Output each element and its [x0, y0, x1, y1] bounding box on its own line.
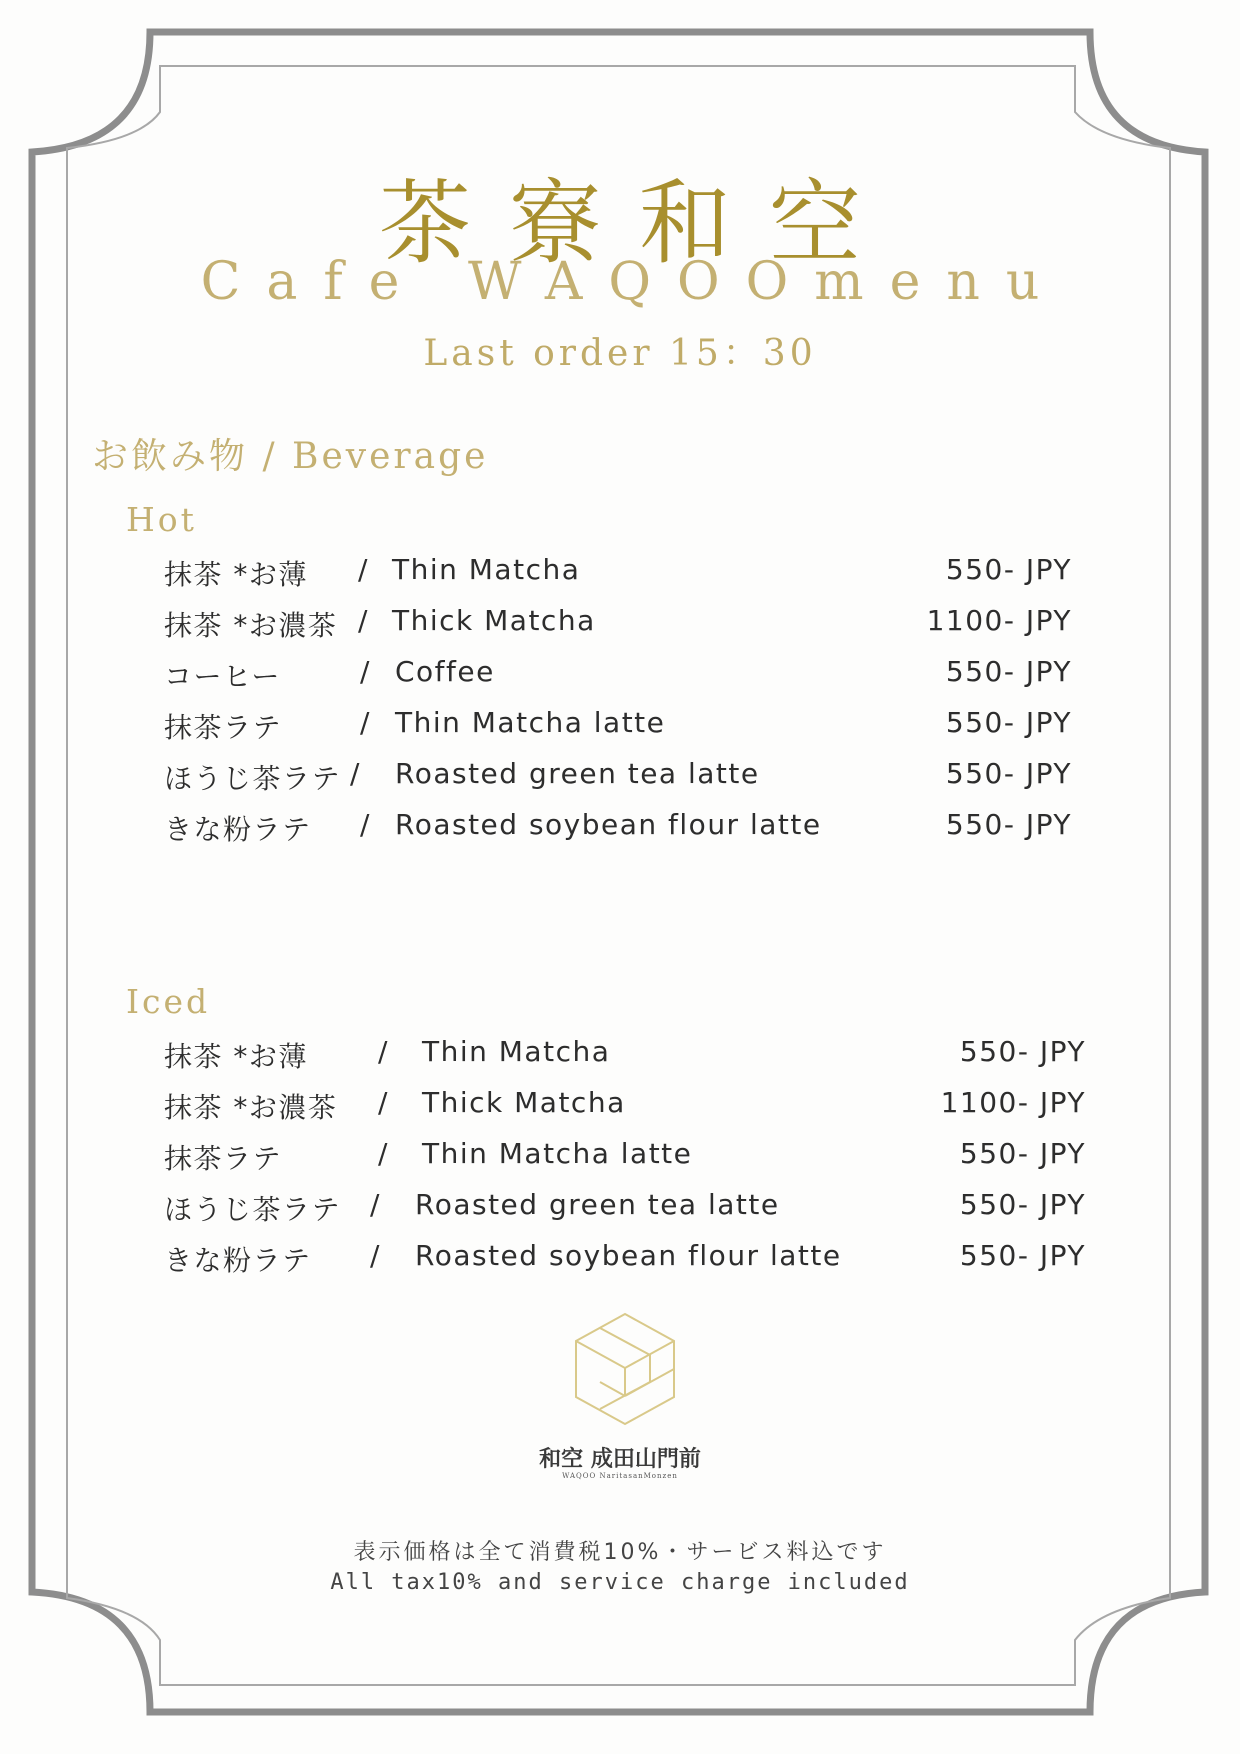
- item-en-name: Roasted soybean flour latte: [415, 1239, 842, 1272]
- item-en-name: Roasted green tea latte: [395, 757, 760, 790]
- item-en-name: Thin Matcha latte: [422, 1137, 693, 1170]
- menu-item-row: [0, 698, 1240, 748]
- menu-item-row: [0, 1129, 1240, 1179]
- tax-note-english: All tax10% and service charge included: [330, 1570, 910, 1595]
- cafe-title-english: Cafe WAQOOmenu: [200, 252, 1066, 312]
- item-separator: /: [360, 706, 371, 739]
- menu-item-row: [0, 1078, 1240, 1128]
- item-en-name: Thick Matcha: [422, 1086, 626, 1119]
- menu-item-row: [0, 596, 1240, 646]
- item-price: 550- JPY: [945, 808, 1072, 841]
- brand-name-japanese: 和空 成田山門前: [539, 1446, 701, 1472]
- cafe-title-japanese: 茶寮和空: [378, 170, 899, 277]
- last-order-time: Last order 15：30: [423, 333, 817, 374]
- item-separator: /: [360, 655, 371, 688]
- item-price: 550- JPY: [945, 757, 1072, 790]
- item-jp-name: きな粉ラテ: [164, 1244, 312, 1277]
- item-separator: /: [358, 553, 369, 586]
- menu-item-row: [0, 800, 1240, 850]
- item-jp-name: 抹茶ラテ: [164, 1142, 283, 1175]
- item-en-name: Thin Matcha: [422, 1035, 611, 1068]
- item-price: 1100- JPY: [940, 1086, 1086, 1119]
- menu-item-row: [0, 545, 1240, 595]
- item-separator: /: [378, 1086, 389, 1119]
- item-jp-name: 抹茶ラテ: [164, 711, 283, 744]
- item-price: 550- JPY: [959, 1188, 1086, 1221]
- item-price: 550- JPY: [945, 706, 1072, 739]
- item-separator: /: [370, 1239, 381, 1272]
- item-jp-name: 抹茶 *お濃茶: [164, 609, 338, 642]
- hexagon-logo-icon: [570, 1310, 680, 1428]
- item-price: 1100- JPY: [926, 604, 1072, 637]
- brand-name-english: WAQOO NaritasanMonzen: [562, 1472, 678, 1480]
- item-en-name: Thin Matcha: [392, 553, 581, 586]
- item-jp-name: ほうじ茶ラテ: [164, 762, 342, 795]
- item-separator: /: [378, 1137, 389, 1170]
- item-jp-name: ほうじ茶ラテ: [164, 1193, 342, 1226]
- menu-item-row: [0, 1027, 1240, 1077]
- hot-subtitle: Hot: [126, 500, 197, 539]
- iced-subtitle: Iced: [126, 982, 211, 1021]
- menu-item-row: [0, 749, 1240, 799]
- item-en-name: Coffee: [395, 655, 495, 688]
- item-en-name: Thin Matcha latte: [395, 706, 666, 739]
- item-jp-name: 抹茶 *お薄: [164, 558, 308, 591]
- item-separator: /: [358, 604, 369, 637]
- item-price: 550- JPY: [959, 1035, 1086, 1068]
- item-jp-name: きな粉ラテ: [164, 813, 312, 846]
- item-separator: /: [378, 1035, 389, 1068]
- item-price: 550- JPY: [945, 553, 1072, 586]
- item-price: 550- JPY: [959, 1137, 1086, 1170]
- tax-note-japanese: 表示価格は全て消費税10%・サービス料込です: [353, 1540, 887, 1565]
- item-price: 550- JPY: [945, 655, 1072, 688]
- item-jp-name: コーヒー: [164, 660, 281, 693]
- item-jp-name: 抹茶 *お濃茶: [164, 1091, 338, 1124]
- menu-item-row: [0, 1231, 1240, 1281]
- item-separator: /: [360, 808, 371, 841]
- item-en-name: Thick Matcha: [392, 604, 596, 637]
- item-en-name: Roasted green tea latte: [415, 1188, 780, 1221]
- item-jp-name: 抹茶 *お薄: [164, 1040, 308, 1073]
- beverage-section-title: お飲み物 / Beverage: [92, 436, 489, 477]
- item-en-name: Roasted soybean flour latte: [395, 808, 822, 841]
- item-price: 550- JPY: [959, 1239, 1086, 1272]
- item-separator: /: [350, 757, 361, 790]
- menu-item-row: [0, 647, 1240, 697]
- menu-item-row: [0, 1180, 1240, 1230]
- item-separator: /: [370, 1188, 381, 1221]
